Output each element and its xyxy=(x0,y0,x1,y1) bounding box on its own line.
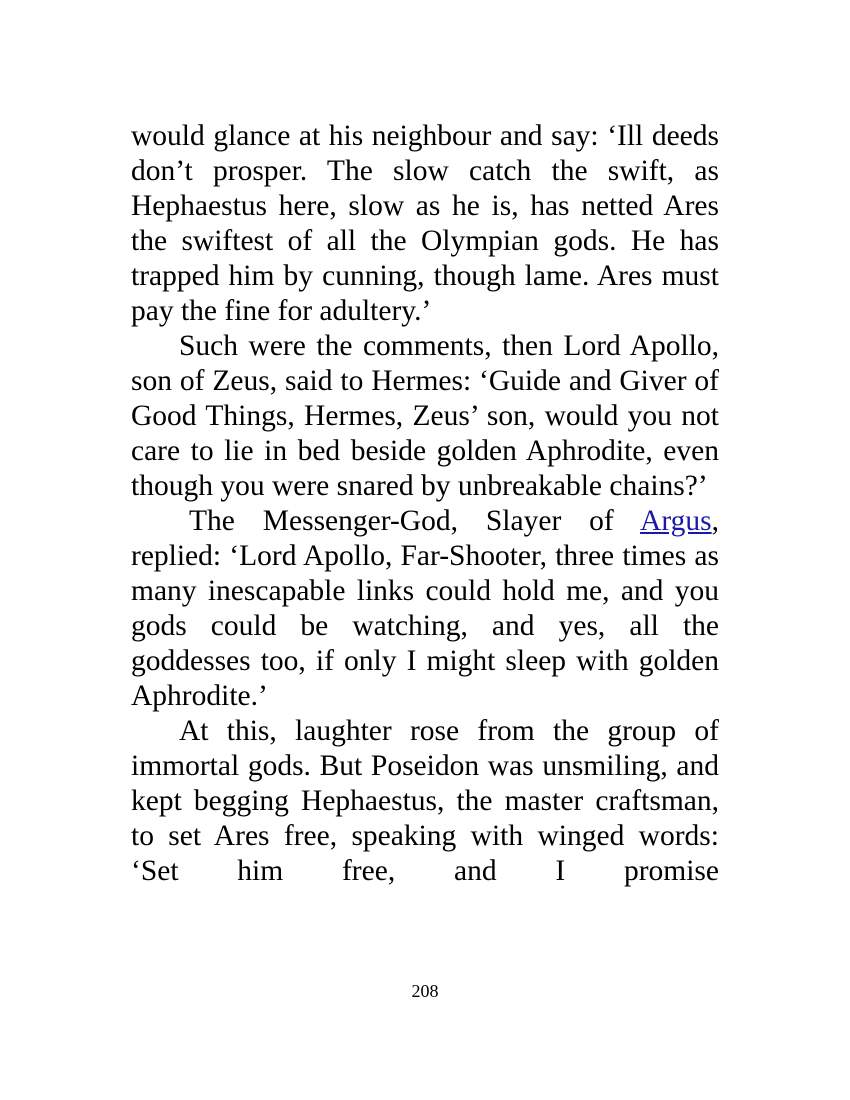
paragraph-3-rest: , replied: ‘Lord Apollo, Far-Shooter, three times as many inescapable links could hold me, and you gods could be watching, and yes, all the goddesses too, if only I might sleep with golden Aphrodite.’ xyxy=(131,505,719,712)
paragraph-2: Such were the comments, then Lord Apollo, son of Zeus, said to Hermes: ‘Guide and Giver of Good Things, Hermes, Zeus’ son, would you not care to lie in bed beside golden Aphrodite, even though you were snared by unbreakable chains?’ xyxy=(131,330,719,502)
paragraph-3-lead: The Messenger-God, Slayer of xyxy=(189,505,641,537)
argus-link[interactable]: Argus xyxy=(640,505,712,537)
page-number: 208 xyxy=(411,981,439,1001)
page-body xyxy=(131,119,719,889)
paragraph-1: would glance at his neighbour and say: ‘Ill deeds don’t prosper. The slow catch the swift, as Hephaestus here, slow as he is, has netted Ares the swiftest of all the Olympian gods. He has trapped him by cunning, though lame. Ares must pay the fine for adultery.’ xyxy=(131,120,719,327)
paragraph-3 xyxy=(131,504,719,714)
paragraph-4: At this, laughter rose from the group of immortal gods. But Poseidon was unsmiling, and kept begging Hephaestus, the master craftsman, to set Ares free, speaking with winged words: ‘Set him free, and I promise xyxy=(131,715,719,887)
